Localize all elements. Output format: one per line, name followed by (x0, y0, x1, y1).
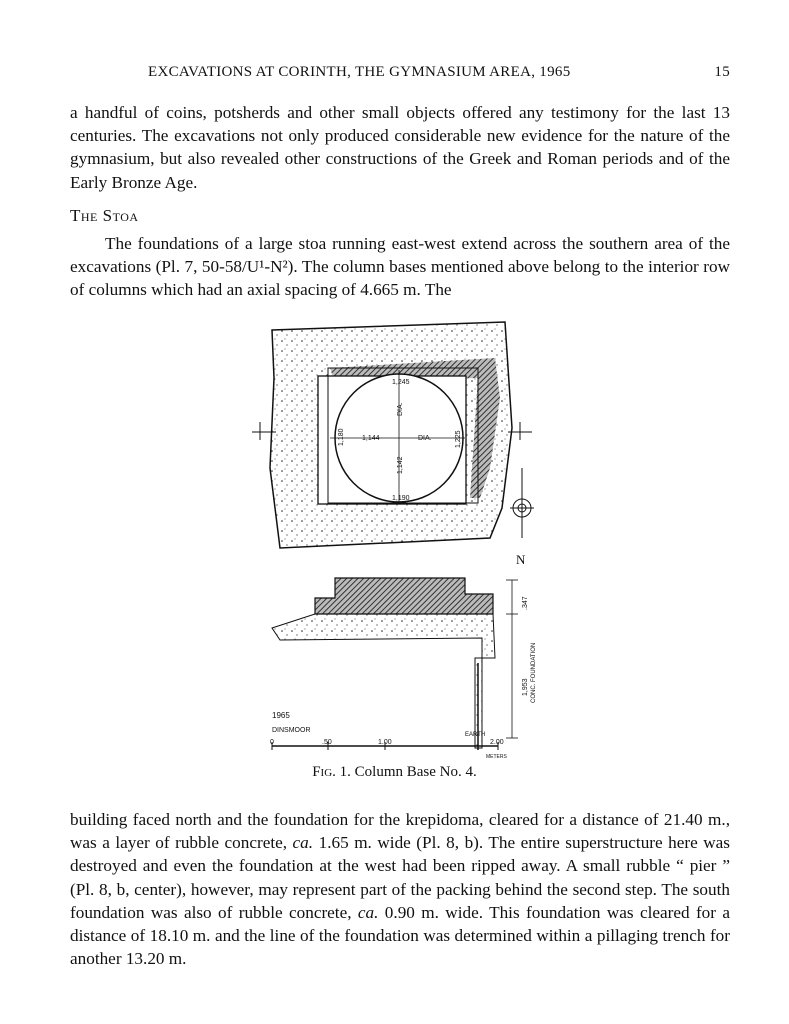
p3-ca-1: ca. (292, 833, 314, 853)
section-view (270, 578, 537, 760)
plan-dim-top: 1,245 (392, 379, 410, 386)
figure-year: 1965 (272, 711, 290, 720)
scale-label-200: 2.00 (490, 739, 504, 746)
section-dim-foundation: 1,953 (522, 678, 529, 696)
plan-view (252, 322, 534, 567)
plan-dim-dia-horizontal: DIA. (418, 435, 432, 442)
paragraph-foundation (70, 808, 730, 970)
scale-label-50: .50 (322, 739, 332, 746)
north-label: N (516, 552, 526, 567)
plan-dim-vertical-lower: 1,142 (397, 456, 404, 474)
north-arrow-icon (510, 468, 534, 538)
section-foundation-label: CONC. FOUNDATION (531, 642, 537, 703)
page-number: 15 (714, 64, 730, 80)
plan-dim-horizontal: 1,144 (362, 435, 380, 442)
scale-label-0: 0 (270, 739, 274, 746)
scale-unit: METERS (486, 754, 507, 760)
plan-dim-left: 1,180 (338, 428, 345, 446)
running-head-title: EXCAVATIONS AT CORINTH, THE GYMNASIUM AREA, 1965 (148, 64, 571, 80)
running-head (70, 64, 730, 86)
figure-caption (0, 764, 789, 781)
plan-dim-dia-vertical: DIA. (397, 402, 404, 416)
scale-label-100: 1.00 (378, 739, 392, 746)
p3-part-a: building faced north and the foundation for the krepidoma, cleared for a distance of 21.40 m., was a layer of rubble concrete, (70, 810, 730, 853)
caption-text: Column Base No. 4. (354, 764, 477, 780)
caption-lead: Fig. 1. (312, 764, 351, 780)
section-earth-label: EARTH (465, 732, 486, 738)
section-heading: The Stoa (70, 206, 139, 225)
section-column-base (315, 578, 493, 614)
plan-dim-bottom: 1,190 (392, 495, 410, 502)
p3-ca-2: ca. (357, 902, 379, 922)
p3-part-c: 0.90 m. wide. This foundation was cleared for a distance of 18.10 m. and the line of the foundation was determined within a pillaging trench for another 13.20 m. (70, 902, 731, 969)
paragraph-intro: a handful of coins, potsherds and other small objects offered any testimony for the last 13 centuries. The excavations not only produced considerable new evidence for the nature of the gymnasium, but also revealed other constructions of the Greek and Roman periods and of the Early Bronze Age. (70, 103, 730, 192)
plan-dim-right: 1,225 (455, 430, 462, 448)
paragraph-stoa: The foundations of a large stoa running east-west extend across the southern area of the excavations (Pl. 7, 50-58/U¹-N²). The column bases mentioned above belong to the interior row of columns which had an axial spacing of 4.665 m. The (70, 234, 730, 300)
figure-author: DINSMOOR (272, 727, 311, 734)
section-dim-cap: .347 (522, 596, 529, 610)
p3-part-b: 1.65 m. wide (Pl. 8, b). The entire superstructure here was destroyed and even the foundation at the west had been ripped away. A small rubble “ pier ” (Pl. 8, b, center), however, may represent part of the packing behind the second step. The south foundation was also of rubble concrete, (70, 833, 730, 922)
figure-column-base (250, 318, 540, 768)
